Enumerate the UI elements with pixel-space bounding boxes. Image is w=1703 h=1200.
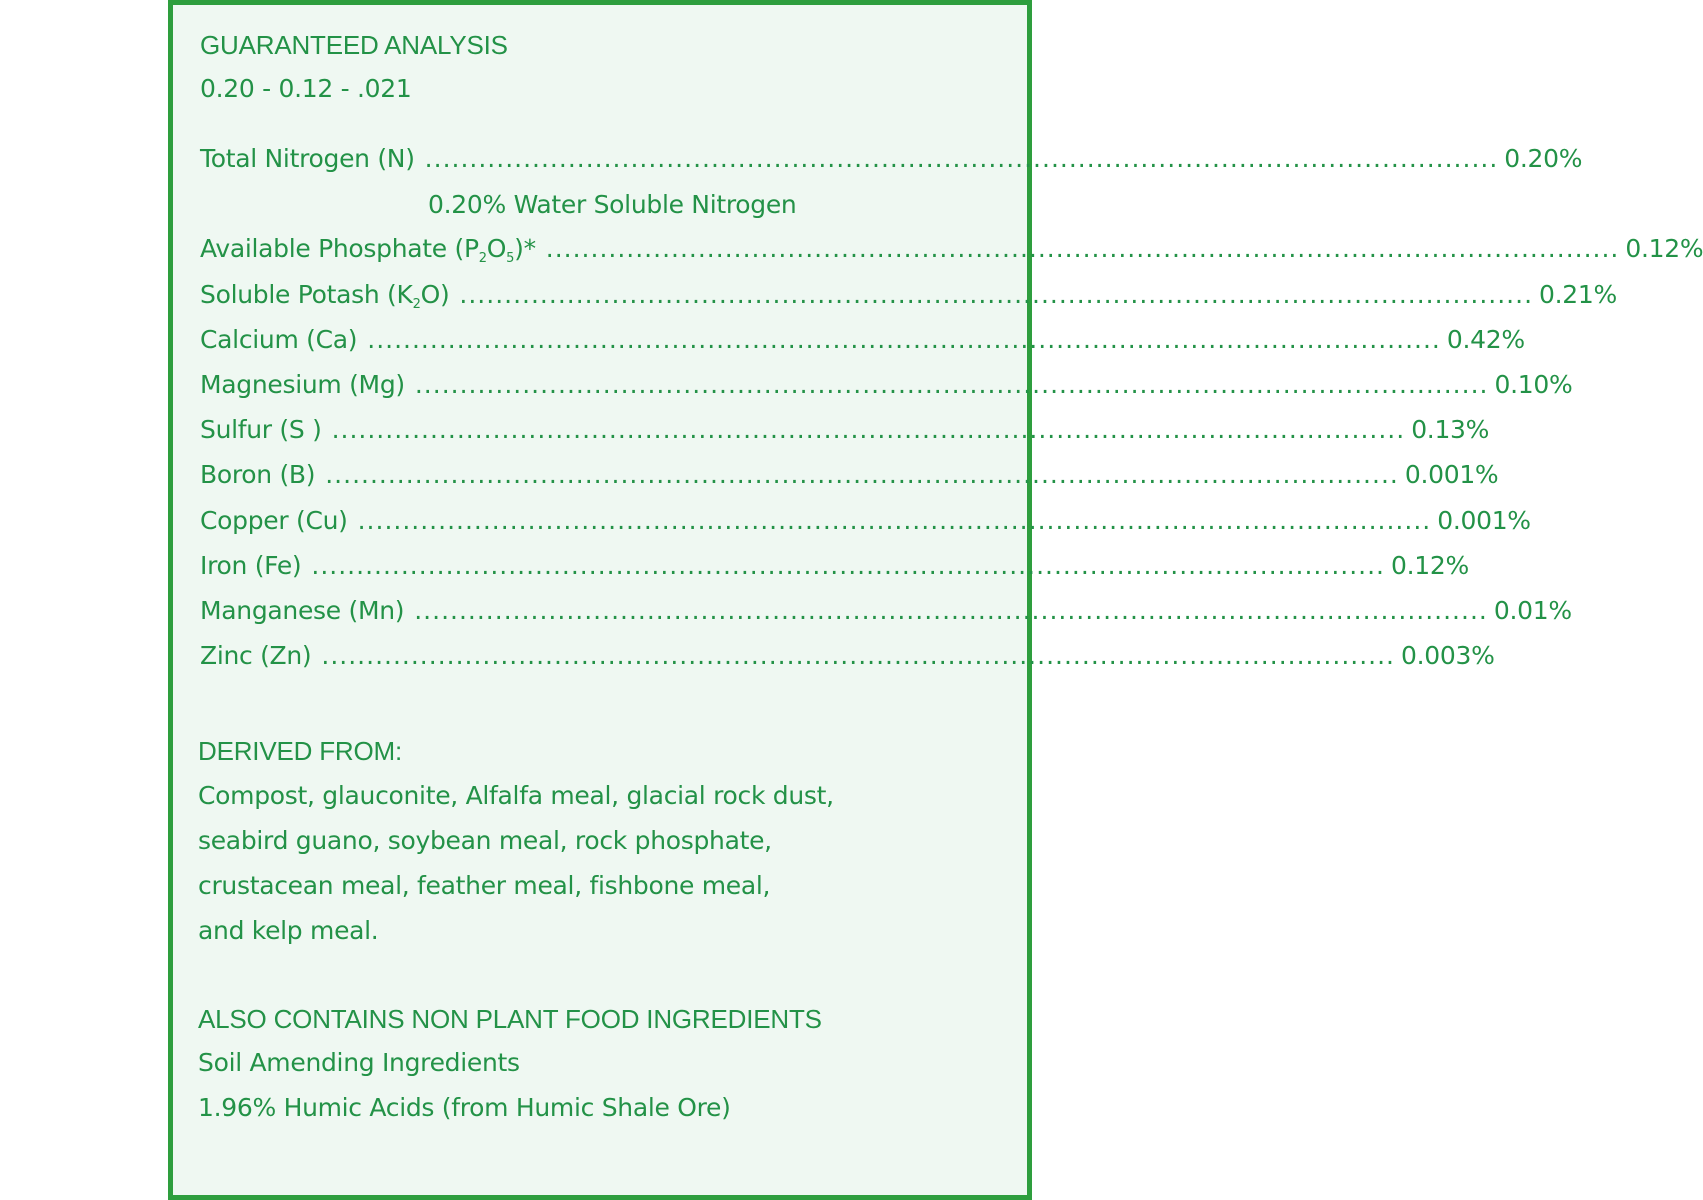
also-contains-line: Soil Amending Ingredients xyxy=(198,1048,520,1077)
leader-dots: ........................................................................................................................ xyxy=(357,506,1432,535)
nutrient-value: 0.001% xyxy=(1437,506,1531,535)
nutrient-label: Iron (Fe) xyxy=(200,551,302,580)
nutrient-value: 0.01% xyxy=(1493,596,1572,625)
leader-dots: ........................................................................................................................ xyxy=(321,641,1396,670)
nutrient-row-boron xyxy=(200,460,1499,494)
nutrient-label: Boron (B) xyxy=(200,460,316,489)
nutrient-row-potash xyxy=(200,280,1617,314)
npk-ratio: 0.20 - 0.12 - .021 xyxy=(200,74,412,103)
nutrient-value: 0.001% xyxy=(1404,460,1499,489)
leader-dots: ........................................................................................................................ xyxy=(414,596,1488,625)
nutrient-label: Calcium (Ca) xyxy=(200,325,358,354)
nutrient-label: Available Phosphate $(P_2O_5)*$ xyxy=(200,234,536,266)
nutrient-label: Zinc (Zn) xyxy=(200,641,312,670)
nutrient-value: 0.13% xyxy=(1411,415,1490,444)
nutrient-value: 0.12% xyxy=(1391,551,1469,580)
derived-line: and kelp meal. xyxy=(198,916,379,945)
derived-from-heading: DERIVED FROM: xyxy=(198,736,402,766)
nutrient-row-zinc xyxy=(200,641,1495,675)
nutrient-value: 0.20% xyxy=(1504,144,1583,173)
nutrient-row-iron xyxy=(200,551,1469,585)
leader-dots: ........................................................................................................................ xyxy=(367,325,1441,354)
nutrient-row-sulfur xyxy=(200,415,1490,449)
nutrient-row-nitrogen xyxy=(200,144,1583,178)
nutrient-value: 0.003% xyxy=(1401,641,1495,670)
also-contains-line: 1.96% Humic Acids (from Humic Shale Ore) xyxy=(198,1093,731,1122)
nutrient-row-calcium xyxy=(200,325,1525,359)
nutrient-row-magnesium xyxy=(200,370,1573,404)
leader-dots: ........................................................................................................................ xyxy=(325,460,1399,489)
nitrogen-note: 0.20% Water Soluble Nitrogen xyxy=(428,190,797,219)
nutrient-label: Soluble Potash $(K_2O)$ xyxy=(200,280,450,312)
also-contains-heading: ALSO CONTAINS NON PLANT FOOD INGREDIENTS xyxy=(198,1004,822,1034)
derived-line: seabird guano, soybean meal, rock phosphate, xyxy=(198,826,772,855)
nutrient-value: 0.21% xyxy=(1539,280,1617,309)
derived-line: crustacean meal, feather meal, fishbone meal, xyxy=(198,871,771,900)
nutrient-value: 0.12% xyxy=(1625,234,1703,263)
nutrient-label: Total Nitrogen (N) xyxy=(200,144,415,173)
leader-dots: ........................................................................................................................ xyxy=(459,280,1534,309)
nutrient-label: Copper (Cu) xyxy=(200,506,348,535)
leader-dots: ........................................................................................................................ xyxy=(545,234,1620,263)
nutrient-row-manganese xyxy=(200,596,1572,630)
nutrient-row-copper xyxy=(200,506,1531,540)
nutrient-label: Magnesium (Mg) xyxy=(200,370,405,399)
leader-dots: ........................................................................................................................ xyxy=(331,415,1406,444)
leader-dots: ........................................................................................................................ xyxy=(414,370,1489,399)
leader-dots: ........................................................................................................................ xyxy=(311,551,1386,580)
nutrient-row-phosphate xyxy=(200,234,1703,268)
nutrient-value: 0.10% xyxy=(1494,370,1573,399)
nutrient-label: Manganese (Mn) xyxy=(200,596,405,625)
guaranteed-analysis-title: GUARANTEED ANALYSIS xyxy=(200,30,508,60)
nutrient-value: 0.42% xyxy=(1446,325,1525,354)
derived-line: Compost, glauconite, Alfalfa meal, glacial rock dust, xyxy=(198,781,834,810)
nutrient-label: Sulfur (S ) xyxy=(200,415,322,444)
leader-dots: ........................................................................................................................ xyxy=(424,144,1499,173)
